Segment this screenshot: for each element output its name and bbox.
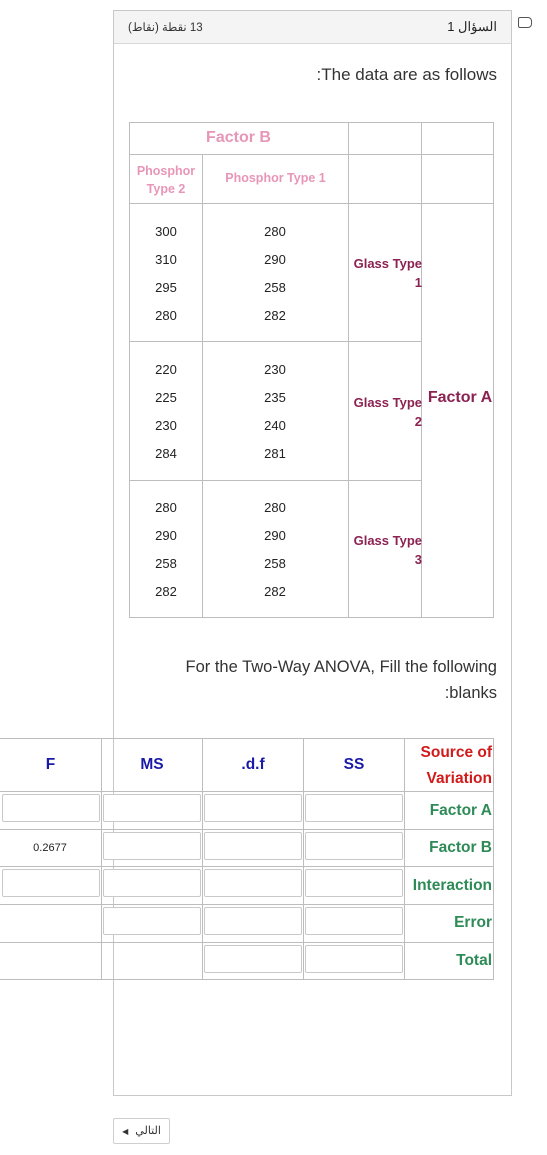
cell-value: 258 xyxy=(155,556,177,571)
factor-b-f-value: 0.2677 xyxy=(33,842,67,854)
cell-value: 300 xyxy=(155,224,177,239)
factor-b-df-input[interactable] xyxy=(204,832,302,860)
cell-value: 310 xyxy=(155,252,177,267)
table-line xyxy=(101,738,102,980)
intro-text: The data are as follows: xyxy=(316,65,497,84)
row-label-factor-a: Factor A xyxy=(429,802,492,819)
anova-instruction: For the Two-Way ANOVA, Fill the following blanks: xyxy=(185,658,497,702)
factor-a-df-input[interactable] xyxy=(204,794,302,822)
factor-b-ms-input[interactable] xyxy=(103,832,201,860)
total-df-input[interactable] xyxy=(204,945,302,973)
question-points: 13 نقطة (نقاط) xyxy=(128,22,203,34)
next-button[interactable] xyxy=(113,1118,170,1144)
glass-type-3-label: Glass Type 3 xyxy=(353,533,422,567)
interaction-ms-input[interactable] xyxy=(103,869,201,897)
table-line xyxy=(0,866,494,867)
error-ms-input[interactable] xyxy=(103,907,201,935)
cell-value: 295 xyxy=(155,280,177,295)
cell-value: 225 xyxy=(155,390,177,405)
cell-value: 282 xyxy=(155,584,177,599)
cell-value: 280 xyxy=(155,308,177,323)
next-button-label: التالي xyxy=(135,1125,161,1137)
row-label-interaction: Interaction xyxy=(412,877,492,894)
table-line xyxy=(0,829,494,830)
interaction-ss-input[interactable] xyxy=(305,869,403,897)
cell-value: 281 xyxy=(264,446,286,461)
cell-value: 230 xyxy=(264,362,286,377)
table-line xyxy=(202,154,203,618)
table-line xyxy=(303,738,304,980)
row-label-factor-b: Factor B xyxy=(429,839,492,856)
cell-value: 282 xyxy=(264,308,286,323)
error-df-input[interactable] xyxy=(204,907,302,935)
error-ss-input[interactable] xyxy=(305,907,403,935)
triangle-left-icon: ◀ xyxy=(122,1127,129,1136)
cell-value: 240 xyxy=(264,418,286,433)
table-line xyxy=(202,738,203,980)
cell-value: 290 xyxy=(264,528,286,543)
table-line xyxy=(129,480,421,481)
header-ss: SS xyxy=(343,756,365,773)
row-label-error: Error xyxy=(454,914,492,931)
cell-value: 258 xyxy=(264,556,286,571)
cell-value: 258 xyxy=(264,280,286,295)
table-line xyxy=(404,738,405,980)
table-line xyxy=(348,122,349,618)
cell-value: 280 xyxy=(155,500,177,515)
glass-type-1-label: Glass Type 1 xyxy=(353,256,422,290)
cell-value: 284 xyxy=(155,446,177,461)
question-number: السؤال 1 xyxy=(447,19,497,34)
cell-value: 220 xyxy=(155,362,177,377)
factor-a-label: Factor A xyxy=(427,389,493,406)
table-line xyxy=(129,203,494,204)
cell-value: 280 xyxy=(264,224,286,239)
interaction-f-input[interactable] xyxy=(2,869,100,897)
col-header-phosphor-2: Phosphor Type 2 xyxy=(136,164,196,196)
cell-value: 290 xyxy=(264,252,286,267)
flag-icon[interactable] xyxy=(518,17,532,28)
row-label-total: Total xyxy=(456,952,492,969)
cell-value: 280 xyxy=(264,500,286,515)
factor-b-ss-input[interactable] xyxy=(305,832,403,860)
cell-value: 230 xyxy=(155,418,177,433)
col-header-phosphor-1: Phosphor Type 1 xyxy=(225,171,326,185)
interaction-df-input[interactable] xyxy=(204,869,302,897)
factor-a-ss-input[interactable] xyxy=(305,794,403,822)
cell-value: 282 xyxy=(264,584,286,599)
question-header xyxy=(114,11,511,44)
header-ms: MS xyxy=(140,756,164,773)
cell-value: 235 xyxy=(264,390,286,405)
table-line xyxy=(0,904,494,905)
total-ss-input[interactable] xyxy=(305,945,403,973)
table-line xyxy=(129,341,421,342)
glass-type-2-label: Glass Type 2 xyxy=(353,395,422,429)
header-f: F xyxy=(45,756,56,773)
factor-a-ms-input[interactable] xyxy=(103,794,201,822)
factor-a-f-input[interactable] xyxy=(2,794,100,822)
header-df: d.f. xyxy=(241,756,265,773)
header-source: Source of Variation xyxy=(420,744,492,787)
table-line xyxy=(129,154,494,155)
table-line xyxy=(0,942,494,943)
cell-value: 290 xyxy=(155,528,177,543)
factor-b-label: Factor B xyxy=(206,129,271,146)
